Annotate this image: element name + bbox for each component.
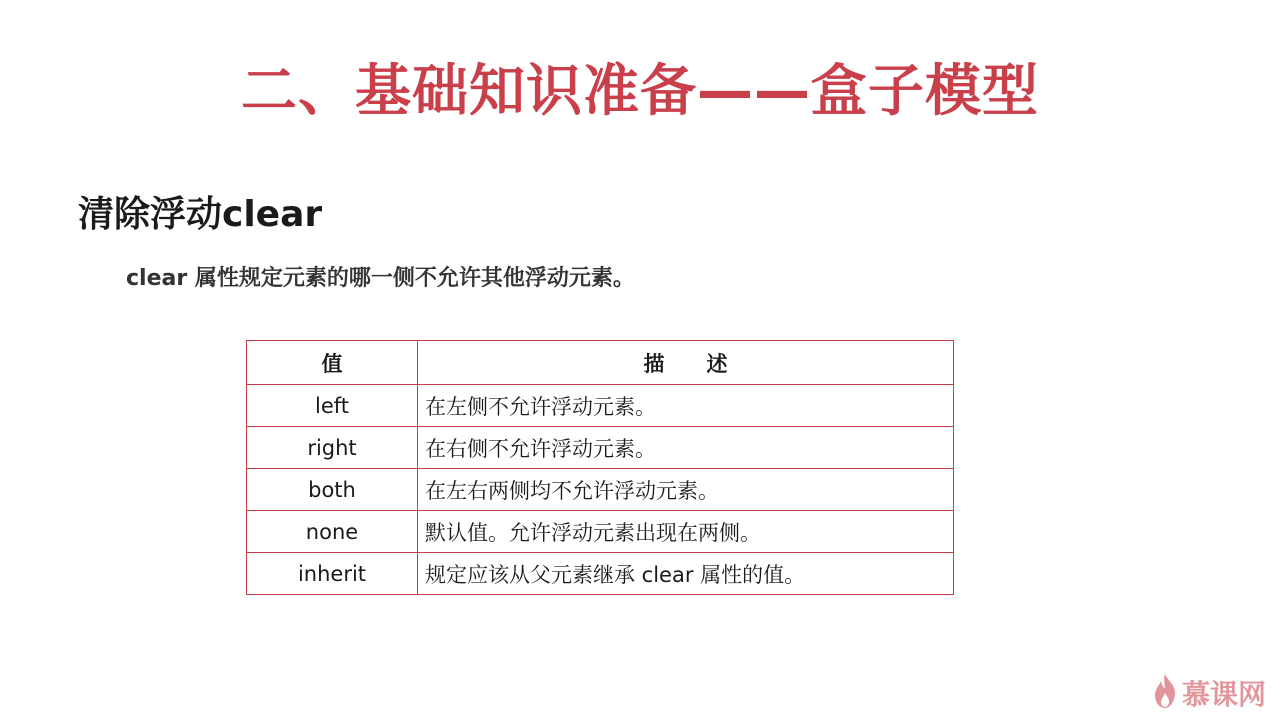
section-heading: 清除浮动clear [78,194,323,235]
table-row [247,427,954,469]
slide-title: 二、基础知识准备——盒子模型 [241,59,1039,124]
cell-value: none [247,511,418,553]
cell-description: 在左侧不允许浮动元素。 [418,385,954,427]
cell-description: 规定应该从父元素继承 clear 属性的值。 [418,553,954,595]
cell-value: right [247,427,418,469]
cell-description: 在左右两侧均不允许浮动元素。 [418,469,954,511]
cell-value: left [247,385,418,427]
header-value: 值 [247,341,418,385]
table-row [247,511,954,553]
header-description: 描 述 [418,341,954,385]
cell-description: 默认值。允许浮动元素出现在两侧。 [418,511,954,553]
table-row [247,469,954,511]
description-text: clear 属性规定元素的哪一侧不允许其他浮动元素。 [126,266,635,291]
table-row [247,553,954,595]
table-header-row [247,341,954,385]
clear-values-table [246,340,954,595]
table-row [247,385,954,427]
brand-logo [1152,672,1266,714]
flame-icon [1152,673,1178,713]
cell-description: 在右侧不允许浮动元素。 [418,427,954,469]
cell-value: both [247,469,418,511]
logo-text: 慕课网 [1181,678,1266,711]
cell-value: inherit [247,553,418,595]
